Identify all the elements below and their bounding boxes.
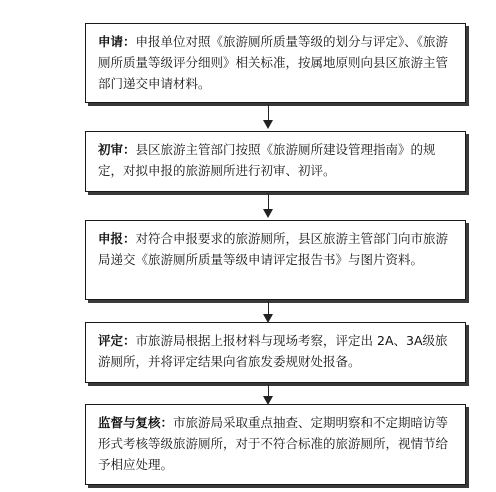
step-preliminary-review-label: 初审： (98, 142, 136, 157)
arrow-head-2 (263, 209, 273, 218)
step-preliminary-review-text: 县区旅游主管部门按照《旅游厕所建设管理指南》的规定，对拟申报的旅游厕所进行初审、初评。 (98, 142, 436, 178)
step-evaluation-text: 市旅游局根据上报材料与现场考察，评定出 2A、3A级旅游厕所，并将评定结果向省旅发委规财处报备。 (98, 333, 448, 369)
step-application-text: 申报单位对照《旅游厕所质量等级的划分与评定》、《旅游厕所质量等级评分细则》相关标准，按属地原则向县区旅游主管部门递交申请材料。 (98, 34, 449, 91)
step-submission (85, 220, 466, 300)
step-preliminary-review (85, 131, 466, 192)
step-evaluation-label: 评定： (98, 333, 136, 348)
step-supervision-review (85, 404, 466, 485)
step-application (85, 23, 466, 103)
step-submission-text: 对符合申报要求的旅游厕所，县区旅游主管部门向市旅游局递交《旅游厕所质量等级申请评定报告书》与图片资料。 (98, 231, 449, 267)
step-evaluation (85, 322, 466, 383)
step-supervision-review-text: 市旅游局采取重点抽查、定期明察和不定期暗访等形式考核等级旅游厕所，对于不符合标准的旅游厕所，视情节给予相应处理。 (98, 415, 449, 472)
arrow-head-1 (263, 120, 273, 129)
step-supervision-review-label: 监督与复核： (98, 415, 174, 430)
step-application-label: 申请： (98, 34, 136, 49)
step-submission-label: 申报： (98, 231, 136, 246)
